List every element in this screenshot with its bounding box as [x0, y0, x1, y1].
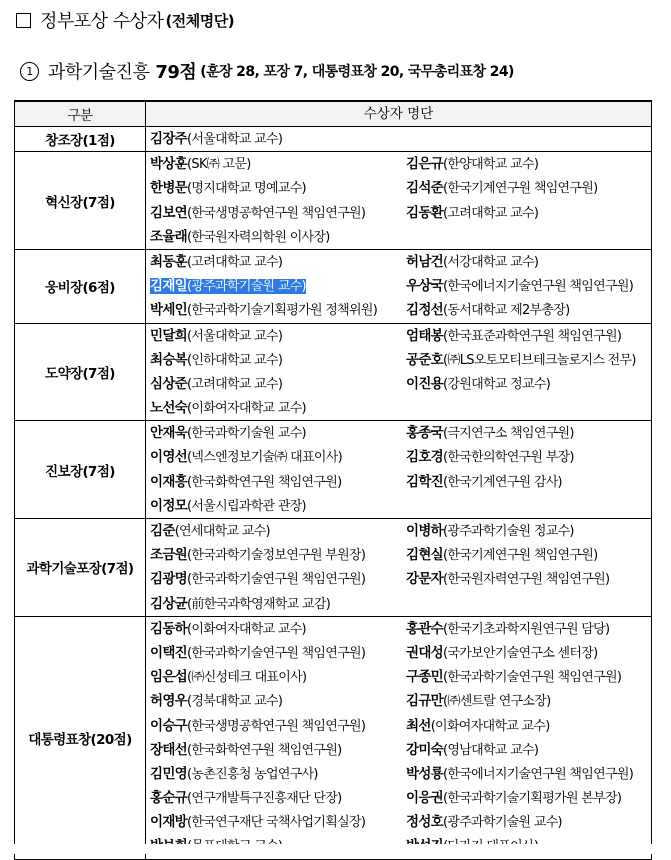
recipient-name: 최동훈	[150, 253, 188, 270]
recipient-name: 홍종국	[406, 425, 444, 442]
recipient-name: 이승구	[150, 717, 188, 734]
awards-table	[14, 100, 652, 860]
award-category: 대통령표창(20점)	[15, 617, 146, 859]
recipient-entry	[406, 567, 656, 591]
recipient-entry	[150, 617, 406, 641]
recipient-affiliation: (연구개발특구진흥재단 단장)	[187, 791, 342, 807]
recipient-entry	[406, 786, 656, 810]
table-row	[15, 617, 651, 860]
recipient-name: 이진용	[406, 375, 444, 392]
recipient-affiliation: (한국표준과학연구원 책임연구원)	[443, 328, 622, 344]
recipient-entry	[150, 762, 406, 786]
recipient-entry	[150, 567, 406, 591]
recipient-affiliation: (서울대학교 교수)	[187, 328, 283, 344]
recipient-entry	[406, 348, 656, 372]
recipient-affiliation: (강원대학교 정교수)	[443, 376, 551, 392]
recipient-affiliation: (한국과학기술정보연구원 부원장)	[187, 548, 366, 564]
recipient-affiliation: (한국에너지기술연구원 책임연구원)	[443, 279, 634, 295]
recipient-name: 김민영	[150, 765, 188, 782]
recipient-affiliation: (한국기계연구원 책임연구원)	[443, 548, 598, 564]
header-names: 수상자 명단	[363, 106, 434, 122]
recipient-affiliation: (광주과학기술원 교수)	[443, 815, 562, 831]
recipient-entry	[150, 592, 406, 616]
recipient-entry	[406, 274, 656, 298]
recipient-name: 조금원	[150, 547, 188, 564]
recipient-name: 심상준	[150, 375, 188, 392]
recipient-name: 엄태봉	[406, 327, 444, 344]
recipient-entry	[150, 274, 406, 298]
recipient-entry	[150, 738, 406, 762]
recipient-entry	[406, 810, 656, 834]
recipient-name: 김석준	[406, 180, 444, 197]
recipient-affiliation: (경북대학교 교수)	[187, 694, 283, 710]
recipient-affiliation: (한국기계연구원 감사)	[443, 474, 562, 490]
recipient-name: 홍관수	[406, 620, 444, 637]
recipient-entry	[406, 421, 656, 445]
recipient-list	[146, 152, 656, 249]
recipient-affiliation: (한국과학기술기획평가원 정책위원)	[187, 303, 378, 319]
recipient-name: 김상균	[150, 595, 188, 612]
award-category: 과학기술포장(7점)	[15, 519, 146, 616]
recipient-affiliation: (한국원자력의학원 이사장)	[187, 229, 330, 245]
recipient-name: 장태선	[150, 741, 188, 758]
recipient-entry	[406, 543, 656, 567]
award-category: 웅비장(6점)	[15, 250, 146, 323]
recipient-name: 이응권	[406, 790, 444, 807]
recipient-affiliation: (前한국과학영재학교 교감)	[187, 596, 331, 612]
recipient-affiliation: (㈜센트랄 연구소장)	[443, 694, 551, 710]
table-header	[15, 102, 651, 127]
recipient-name: 이재방	[150, 814, 188, 831]
recipient-affiliation: (한국과학기술원 교수)	[187, 426, 306, 442]
recipient-entry	[150, 519, 406, 543]
recipient-affiliation: (한국에너지기술연구원 책임연구원)	[443, 766, 634, 782]
recipient-name: 김장주	[150, 131, 188, 147]
recipient-name: 강미숙	[406, 741, 444, 758]
recipient-entry	[150, 494, 406, 518]
recipient-entry	[406, 714, 656, 738]
table-row	[15, 250, 651, 324]
recipient-affiliation: (농촌진흥청 농업연구사)	[187, 766, 318, 782]
recipient-list	[146, 617, 656, 859]
recipient-affiliation: (한국과학기술연구원 책임연구원)	[187, 645, 366, 661]
recipient-entry	[406, 176, 656, 200]
recipient-entry	[406, 617, 656, 641]
recipient-entry	[150, 396, 406, 420]
recipient-affiliation: (영남대학교 교수)	[443, 742, 539, 758]
recipient-name: 노선숙	[150, 400, 188, 417]
award-category: 창조장(1점)	[15, 127, 146, 151]
recipient-entry	[406, 298, 656, 322]
circled-number-icon: 1	[20, 62, 39, 81]
recipient-affiliation: (명지대학교 명예교수)	[187, 181, 306, 197]
recipient-affiliation: (광주과학기술원 정교수)	[443, 524, 574, 539]
recipient-entry	[406, 689, 656, 713]
recipient-affiliation: (고려대학교 교수)	[443, 205, 539, 221]
recipient-list	[146, 421, 656, 518]
recipient-entry	[406, 372, 656, 396]
recipient-name: 최승복	[150, 351, 188, 368]
recipient-entry	[150, 324, 406, 348]
table-row	[15, 519, 651, 617]
recipient-name: 조율래	[150, 228, 188, 245]
recipient-affiliation: (한국생명공학연구원 책임연구원)	[187, 718, 366, 734]
recipient-affiliation: (한국연구재단 국책사업기획실장)	[187, 815, 366, 831]
recipient-affiliation: (한국과학기술연구원 책임연구원)	[187, 572, 366, 588]
recipient-name: 김현실	[406, 547, 444, 564]
recipient-list	[146, 519, 656, 616]
recipient-affiliation: (국가보안기술연구소 센터장)	[443, 645, 598, 661]
recipient-entry	[406, 324, 656, 348]
recipient-entry	[150, 298, 406, 322]
section-title: 과학기술진흥	[48, 62, 150, 83]
recipient-entry	[406, 738, 656, 762]
recipient-affiliation: (㈜LS오토모티브테크놀로지스 전무)	[443, 352, 636, 368]
recipient-entry	[406, 201, 656, 225]
recipient-affiliation: (연세대학교 교수)	[174, 524, 270, 539]
recipient-name: 김학진	[406, 473, 444, 490]
header-category: 구분	[15, 102, 146, 126]
table-row	[15, 152, 651, 250]
award-category: 혁신장(7점)	[15, 152, 146, 249]
table-row	[15, 127, 651, 152]
recipient-name: 김광명	[150, 571, 188, 588]
recipient-list	[146, 324, 656, 421]
recipient-name: 홍순규	[150, 790, 188, 807]
recipient-affiliation: (동서대학교 제2부총장)	[443, 303, 570, 319]
recipient-entry	[406, 519, 656, 543]
recipient-entry	[150, 445, 406, 469]
recipient-name: 임은섭	[150, 669, 188, 686]
recipient-entry	[150, 714, 406, 738]
recipient-affiliation: (서울시립과학관 관장)	[187, 498, 306, 514]
recipient-affiliation: (고려대학교 교수)	[187, 254, 283, 270]
section-detail: (훈장 28, 포장 7, 대통령표창 20, 국무총리표창 24)	[200, 64, 514, 80]
recipient-name: 허남건	[406, 253, 444, 270]
table-row	[15, 421, 651, 519]
recipient-entry	[150, 543, 406, 567]
recipient-affiliation: (한국화학연구원 책임연구원)	[187, 742, 342, 758]
recipient-affiliation: (서울대학교 교수)	[187, 132, 283, 147]
recipient-list	[146, 127, 656, 151]
recipient-entry	[406, 250, 656, 274]
recipient-affiliation: (한국원자력연구원 책임연구원)	[443, 572, 610, 588]
recipient-name: 김준	[150, 523, 175, 539]
recipient-name: 구종민	[406, 669, 444, 686]
section-heading	[20, 56, 514, 86]
recipient-affiliation: (이화여자대학교 교수)	[430, 718, 550, 734]
recipient-affiliation: (한국과학기술연구원 책임연구원)	[443, 670, 622, 686]
page-heading	[14, 6, 234, 34]
recipient-affiliation: (넥스엔정보기술㈜ 대표이사)	[187, 450, 342, 466]
section-count: 79점	[155, 62, 197, 83]
recipient-affiliation: (한국화학연구원 책임연구원)	[187, 474, 342, 490]
recipient-affiliation: (㈜신성테크 대표이사)	[187, 670, 307, 686]
award-category: 도약장(7점)	[15, 324, 146, 421]
recipient-name: 박성룡	[406, 765, 444, 782]
recipient-entry	[150, 201, 406, 225]
page-cutoff	[0, 844, 671, 854]
recipient-entry	[406, 152, 656, 176]
recipient-entry	[150, 641, 406, 665]
award-category: 진보장(7점)	[15, 421, 146, 518]
recipient-entry	[150, 470, 406, 494]
recipient-entry	[150, 348, 406, 372]
recipient-affiliation: (한국기초과학지원연구원 담당)	[443, 621, 610, 637]
recipient-name: 박상훈	[150, 156, 188, 173]
recipient-affiliation: (이화여자대학교 교수)	[187, 401, 306, 417]
recipient-name: 김재일	[150, 278, 188, 295]
recipient-entry	[406, 665, 656, 689]
recipient-entry	[150, 689, 406, 713]
recipient-entry	[150, 152, 406, 176]
recipient-name: 허영우	[150, 693, 188, 710]
recipient-entry	[406, 762, 656, 786]
recipient-affiliation: (고려대학교 교수)	[187, 376, 283, 392]
recipient-name: 강문자	[406, 571, 444, 588]
recipient-entry	[150, 372, 406, 396]
recipient-name: 박세인	[150, 302, 188, 319]
recipient-name: 이정모	[150, 497, 188, 514]
recipient-name: 김규만	[406, 693, 444, 710]
recipient-name: 김호경	[406, 449, 444, 466]
recipient-name: 최선	[406, 717, 431, 734]
recipient-name: 공준호	[406, 351, 444, 368]
recipient-entry	[406, 641, 656, 665]
recipient-name: 이영선	[150, 449, 188, 466]
recipient-name: 김정선	[406, 302, 444, 319]
recipient-affiliation: (SK㈜ 고문)	[187, 157, 251, 173]
recipient-name: 김동하	[150, 620, 188, 637]
recipient-affiliation: (한양대학교 교수)	[443, 157, 539, 173]
recipient-name: 이병하	[406, 523, 444, 539]
recipient-affiliation: (한국과학기술기획평가원 본부장)	[443, 791, 622, 807]
recipient-name: 정성호	[406, 814, 444, 831]
recipient-name: 안재욱	[150, 425, 188, 442]
recipient-entry	[150, 176, 406, 200]
recipient-entry	[150, 421, 406, 445]
recipient-affiliation: (인하대학교 교수)	[187, 352, 283, 368]
recipient-name: 민달희	[150, 327, 188, 344]
recipient-entry	[150, 810, 406, 834]
recipient-affiliation: (한국기계연구원 책임연구원)	[443, 181, 598, 197]
recipient-entry	[150, 127, 406, 151]
recipient-entry	[150, 225, 406, 249]
recipient-name: 이재흥	[150, 473, 188, 490]
recipient-affiliation: (극지연구소 책임연구원)	[443, 426, 574, 442]
recipient-affiliation: (한국생명공학연구원 책임연구원)	[187, 205, 366, 221]
recipient-name: 우상국	[406, 278, 444, 295]
recipient-entry	[150, 665, 406, 689]
recipient-name: 권대성	[406, 644, 444, 661]
recipient-affiliation: (한국한의학연구원 부장)	[443, 450, 574, 466]
recipient-list	[146, 250, 656, 323]
recipient-affiliation: (서강대학교 교수)	[443, 254, 539, 270]
recipient-entry	[406, 470, 656, 494]
checkbox-square-icon	[16, 13, 31, 28]
heading-suffix: (전체명단)	[165, 11, 235, 30]
table-row	[15, 324, 651, 422]
recipient-entry	[406, 445, 656, 469]
recipient-entry	[150, 250, 406, 274]
recipient-name: 김보연	[150, 204, 188, 221]
recipient-affiliation: (광주과학기술원 교수)	[187, 279, 306, 295]
recipient-name: 김동환	[406, 204, 444, 221]
recipient-entry	[150, 786, 406, 810]
recipient-affiliation: (이화여자대학교 교수)	[187, 621, 306, 637]
heading-title: 정부포상 수상자	[40, 11, 164, 32]
recipient-name: 김은규	[406, 156, 444, 173]
recipient-name: 이택진	[150, 644, 188, 661]
recipient-name: 한병문	[150, 180, 188, 197]
